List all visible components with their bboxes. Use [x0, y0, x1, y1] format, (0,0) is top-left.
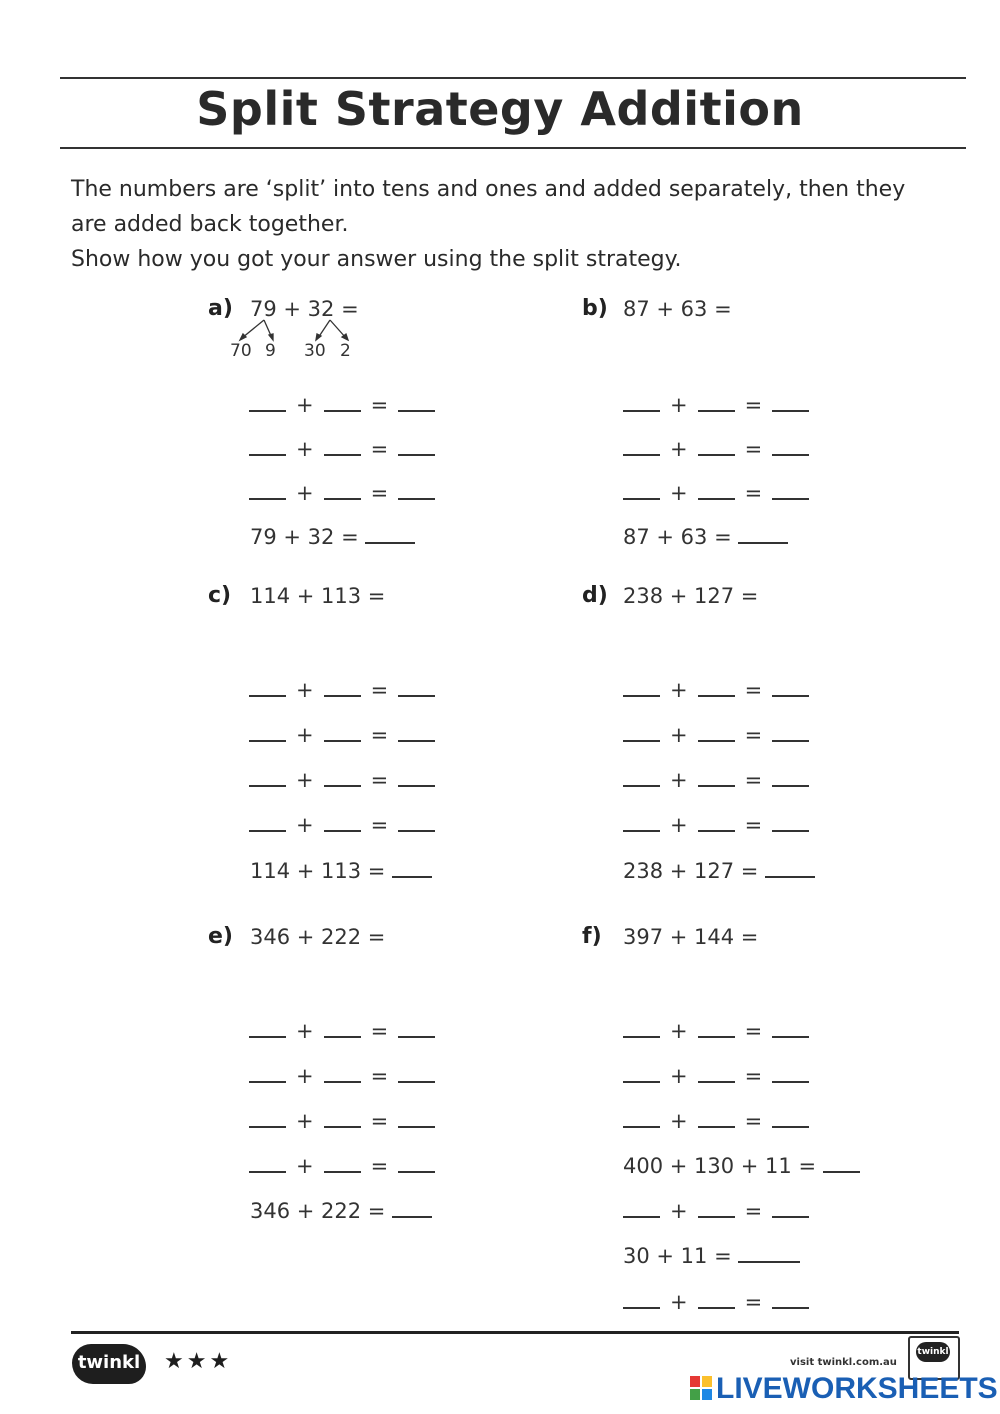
working-line: + = [249, 478, 435, 504]
answer-blank[interactable] [698, 1016, 735, 1038]
answer-blank[interactable] [324, 765, 361, 787]
problem-a-expression: 79 + 32 = [250, 297, 359, 321]
answer-blank[interactable] [772, 1016, 809, 1038]
answer-blank[interactable] [698, 765, 735, 787]
answer-blank[interactable] [772, 434, 809, 456]
answer-blank[interactable] [249, 1061, 286, 1083]
working-line: + = [623, 765, 809, 791]
working-line: + = [249, 1151, 435, 1177]
answer-blank[interactable] [772, 675, 809, 697]
working-line: + = [249, 675, 435, 701]
answer-blank[interactable] [765, 856, 815, 878]
problem-f-label: f) [582, 924, 602, 949]
answer-blank[interactable] [772, 810, 809, 832]
answer-blank[interactable] [249, 478, 286, 500]
answer-blank[interactable] [398, 390, 435, 412]
final-line: 87 + 63 = [623, 522, 788, 548]
working-line: + = [249, 1061, 435, 1087]
answer-blank[interactable] [698, 675, 735, 697]
answer-blank[interactable] [823, 1151, 860, 1173]
answer-blank[interactable] [623, 810, 660, 832]
answer-blank[interactable] [398, 1061, 435, 1083]
logo-square [690, 1389, 700, 1400]
split-value: 30 [304, 341, 326, 361]
problem-a-label: a) [208, 296, 233, 321]
answer-blank[interactable] [392, 1196, 432, 1218]
answer-blank[interactable] [772, 1061, 809, 1083]
answer-blank[interactable] [398, 765, 435, 787]
answer-blank[interactable] [249, 765, 286, 787]
final-line: 238 + 127 = [623, 856, 815, 882]
answer-blank[interactable] [365, 522, 415, 544]
problem-e-expression: 346 + 222 = [250, 925, 386, 949]
star-rating: ★★★ [164, 1349, 233, 1374]
answer-blank[interactable] [249, 675, 286, 697]
split-value: 70 [230, 341, 252, 361]
answer-blank[interactable] [623, 765, 660, 787]
working-line: + = [623, 810, 809, 836]
problem-e-label: e) [208, 924, 233, 949]
intro-line-2: are added back together. [71, 212, 349, 237]
answer-blank[interactable] [398, 720, 435, 742]
answer-blank[interactable] [324, 810, 361, 832]
answer-blank[interactable] [324, 1016, 361, 1038]
answer-blank[interactable] [738, 1241, 800, 1263]
working-line: + = [249, 765, 435, 791]
page-title: Split Strategy Addition [196, 82, 804, 136]
answer-blank[interactable] [623, 1196, 660, 1218]
answer-blank[interactable] [324, 434, 361, 456]
sum-line: 30 + 11 = [623, 1241, 800, 1267]
answer-blank[interactable] [772, 390, 809, 412]
answer-blank[interactable] [623, 1016, 660, 1038]
intro-line-3: Show how you got your answer using the split strategy. [71, 247, 682, 272]
answer-blank[interactable] [698, 1061, 735, 1083]
answer-blank[interactable] [698, 390, 735, 412]
answer-blank[interactable] [249, 434, 286, 456]
answer-blank[interactable] [249, 1151, 286, 1173]
final-line: 346 + 222 = [250, 1196, 432, 1222]
problem-b-expression: 87 + 63 = [623, 297, 732, 321]
split-value: 9 [265, 341, 276, 361]
liveworksheets-logo-icon [690, 1376, 712, 1400]
answer-blank[interactable] [398, 478, 435, 500]
intro-text [71, 172, 961, 277]
working-line: + = [623, 390, 809, 416]
answer-blank[interactable] [623, 478, 660, 500]
twinkl-logo: twinkl [72, 1344, 146, 1384]
working-line: + = [249, 1106, 435, 1132]
answer-blank[interactable] [398, 1106, 435, 1128]
answer-blank[interactable] [772, 765, 809, 787]
answer-blank[interactable] [623, 720, 660, 742]
working-line: + = [623, 1061, 809, 1087]
answer-blank[interactable] [698, 1106, 735, 1128]
answer-blank[interactable] [398, 675, 435, 697]
answer-blank[interactable] [623, 675, 660, 697]
answer-blank[interactable] [249, 810, 286, 832]
answer-blank[interactable] [772, 478, 809, 500]
answer-blank[interactable] [324, 1106, 361, 1128]
problem-d-label: d) [582, 583, 608, 608]
answer-blank[interactable] [698, 434, 735, 456]
badge-logo: twinkl [916, 1342, 950, 1362]
final-line: 114 + 113 = [250, 856, 432, 882]
title-underline [60, 147, 966, 149]
answer-blank[interactable] [698, 478, 735, 500]
answer-blank[interactable] [324, 720, 361, 742]
answer-blank[interactable] [623, 434, 660, 456]
problem-f-expression: 397 + 144 = [623, 925, 759, 949]
working-line: + = [623, 434, 809, 460]
answer-blank[interactable] [324, 675, 361, 697]
answer-blank[interactable] [398, 1151, 435, 1173]
answer-blank[interactable] [398, 1016, 435, 1038]
answer-blank[interactable] [249, 1016, 286, 1038]
answer-blank[interactable] [772, 720, 809, 742]
working-line: + = [249, 390, 435, 416]
answer-blank[interactable] [738, 522, 788, 544]
answer-blank[interactable] [772, 1287, 809, 1309]
working-line: + = [249, 434, 435, 460]
working-line: + = [249, 1016, 435, 1042]
answer-blank[interactable] [392, 856, 432, 878]
working-line: + = [623, 1016, 809, 1042]
working-line: + = [249, 810, 435, 836]
split-value: 2 [340, 341, 351, 361]
answer-blank[interactable] [698, 1196, 735, 1218]
problem-c-expression: 114 + 113 = [250, 584, 386, 608]
answer-blank[interactable] [623, 390, 660, 412]
intro-line-1: The numbers are ‘split’ into tens and ones and added separately, then they [71, 177, 906, 202]
answer-blank[interactable] [249, 390, 286, 412]
answer-blank[interactable] [772, 1106, 809, 1128]
answer-blank[interactable] [324, 390, 361, 412]
working-line: + = [623, 1287, 809, 1313]
working-line: + = [623, 675, 809, 701]
answer-blank[interactable] [398, 434, 435, 456]
logo-square [702, 1376, 712, 1387]
answer-blank[interactable] [324, 1061, 361, 1083]
answer-blank[interactable] [324, 478, 361, 500]
problem-c-label: c) [208, 583, 232, 608]
working-line: + = [249, 720, 435, 746]
answer-blank[interactable] [698, 810, 735, 832]
visit-link[interactable]: visit twinkl.com.au [790, 1357, 897, 1368]
logo-square [702, 1389, 712, 1400]
answer-blank[interactable] [249, 720, 286, 742]
answer-blank[interactable] [249, 1106, 286, 1128]
sum-line: 400 + 130 + 11 = [623, 1151, 860, 1177]
answer-blank[interactable] [623, 1061, 660, 1083]
liveworksheets-watermark: LIVEWORKSHEETS [716, 1372, 998, 1405]
footer-rule [71, 1331, 959, 1334]
top-rule [60, 77, 966, 79]
working-line: + = [623, 720, 809, 746]
working-line: + = [623, 478, 809, 504]
answer-blank[interactable] [398, 810, 435, 832]
answer-blank[interactable] [772, 1196, 809, 1218]
answer-blank[interactable] [623, 1287, 660, 1309]
answer-blank[interactable] [698, 1287, 735, 1309]
answer-blank[interactable] [324, 1151, 361, 1173]
answer-blank[interactable] [623, 1106, 660, 1128]
working-line: + = [623, 1106, 809, 1132]
logo-square [690, 1376, 700, 1387]
answer-blank[interactable] [698, 720, 735, 742]
working-line: + = [623, 1196, 809, 1222]
final-line: 79 + 32 = [250, 522, 415, 548]
problem-d-expression: 238 + 127 = [623, 584, 759, 608]
problem-b-label: b) [582, 296, 608, 321]
